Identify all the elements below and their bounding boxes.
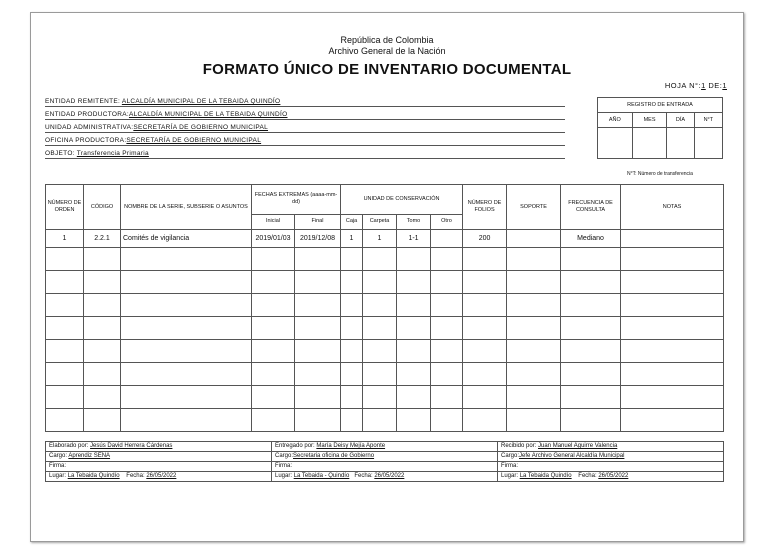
recibido-label: Recibido por:: [501, 443, 537, 449]
lugar-fecha-field-3[interactable]: [498, 472, 724, 482]
remitente-value: ALCALDÍA MUNICIPAL DE LA TEBAIDA QUINDÍO: [121, 98, 281, 105]
lugar-value: La Tebaida Quindío: [67, 473, 120, 479]
cell-caja[interactable]: 1: [341, 230, 363, 248]
registro-dia-cell[interactable]: [667, 128, 694, 159]
unidad-field[interactable]: [45, 123, 565, 133]
cell-tomo[interactable]: 1-1: [397, 230, 431, 248]
productora-label: ENTIDAD PRODUCTORA:: [45, 111, 129, 118]
unidad-value: SECRETARÍA DE GOBIERNO MUNICIPAL: [133, 124, 269, 131]
registro-col-ano: AÑO: [598, 113, 633, 128]
table-row[interactable]: [46, 317, 724, 340]
col-unidad: UNIDAD DE CONSERVACIÓN: [341, 185, 463, 215]
lugar-label: Lugar:: [275, 473, 293, 479]
objeto-value: Transferencia Primaria: [76, 150, 149, 157]
remitente-label: ENTIDAD REMITENTE:: [45, 98, 121, 105]
cell-carpeta[interactable]: 1: [363, 230, 397, 248]
registro-mes-cell[interactable]: [632, 128, 667, 159]
cargo-field-3[interactable]: [498, 452, 724, 462]
table-row[interactable]: [46, 363, 724, 386]
header-republic: República de Colombia: [340, 35, 434, 45]
cargo-value-2: Secretaria oficina de Gobierno: [293, 453, 375, 459]
col-final: Final: [295, 214, 341, 229]
header-archive: Archivo General de la Nación: [328, 46, 446, 56]
cell-orden[interactable]: 1: [46, 230, 84, 248]
inventory-table: [45, 184, 724, 432]
col-carpeta: Carpeta: [363, 214, 397, 229]
cargo-value-3: Jefe Archivo General Alcaldía Municipal: [519, 453, 625, 459]
table-row[interactable]: [46, 340, 724, 363]
registro-entrada: [597, 97, 723, 159]
oficina-value: SECRETARÍA DE GOBIERNO MUNICIPAL: [126, 137, 262, 144]
fecha-value: 26/05/2022: [374, 473, 405, 479]
cell-soporte[interactable]: [507, 230, 561, 248]
hoja-label: HOJA N°:: [664, 81, 702, 90]
table-row[interactable]: [46, 294, 724, 317]
col-otro: Otro: [431, 214, 463, 229]
productora-value: ALCALDÍA MUNICIPAL DE LA TEBAIDA QUINDÍO: [128, 111, 288, 118]
lugar-label: Lugar:: [49, 473, 67, 479]
col-frecuencia: FRECUENCIA DE CONSULTA: [561, 185, 621, 230]
cell-frecuencia[interactable]: Mediano: [561, 230, 621, 248]
registro-nt-cell[interactable]: [694, 128, 722, 159]
lugar-fecha-field-2[interactable]: [272, 472, 498, 482]
table-row[interactable]: [46, 230, 724, 248]
col-caja: Caja: [341, 214, 363, 229]
table-row[interactable]: [46, 409, 724, 432]
elaborado-value: Jesús David Herrera Cárdenas: [90, 443, 173, 449]
inventory-form-page: [30, 12, 744, 542]
cargo-value-1: Aprendiz SENA: [68, 453, 111, 459]
col-soporte: SOPORTE: [507, 185, 561, 230]
hoja-number[interactable]: 1: [701, 81, 706, 90]
fecha-value: 26/05/2022: [146, 473, 177, 479]
col-inicial: Inicial: [252, 214, 295, 229]
firma-field-1[interactable]: [46, 462, 272, 472]
entregado-label: Entregado por:: [275, 443, 315, 449]
fecha-label: Fecha:: [354, 473, 373, 479]
entregado-value: María Deisy Mejía Aponte: [316, 443, 386, 449]
firma-field-3[interactable]: [498, 462, 724, 472]
fecha-label: Fecha:: [126, 473, 145, 479]
registro-col-mes: MES: [632, 113, 667, 128]
cargo-label: Cargo:: [501, 453, 520, 459]
registro-note: N°T: Número de transferencia: [627, 171, 693, 177]
cell-final[interactable]: 2019/12/08: [295, 230, 341, 248]
col-numero-orden: NÚMERO DE ORDEN: [46, 185, 84, 230]
de-number[interactable]: 1: [722, 81, 727, 90]
table-row[interactable]: [46, 248, 724, 271]
cell-codigo[interactable]: 2.2.1: [84, 230, 121, 248]
firma-label: Firma:: [501, 463, 518, 469]
registro-col-dia: DÍA: [667, 113, 694, 128]
unidad-label: UNIDAD ADMINISTRATIVA:: [45, 124, 134, 131]
cell-folios[interactable]: 200: [463, 230, 507, 248]
cargo-label: Cargo:: [275, 453, 294, 459]
col-fechas: FECHAS EXTREMAS (aaaa-mm-dd): [252, 185, 341, 215]
cargo-label: Cargo:: [49, 453, 68, 459]
registro-title: REGISTRO DE ENTRADA: [598, 98, 723, 113]
firma-label: Firma:: [275, 463, 292, 469]
elaborado-field[interactable]: [46, 442, 272, 452]
col-tomo: Tomo: [397, 214, 431, 229]
cell-nombre[interactable]: Comités de vigilancia: [121, 230, 252, 248]
col-notas: NOTAS: [621, 185, 724, 230]
cell-notas[interactable]: [621, 230, 724, 248]
productora-field[interactable]: [45, 110, 565, 120]
remitente-field[interactable]: [45, 97, 565, 107]
col-folios: NÚMERO DE FOLIOS: [463, 185, 507, 230]
objeto-label: OBJETO:: [45, 150, 75, 157]
signature-table: [45, 441, 724, 482]
recibido-value: Juan Manuel Aguirre Valencia: [538, 443, 618, 449]
fecha-label: Fecha:: [578, 473, 597, 479]
sheet-number: [665, 81, 727, 90]
col-codigo: CÓDIGO: [84, 185, 121, 230]
col-nombre: NOMBRE DE LA SERIE, SUBSERIE O ASUNTOS: [121, 185, 252, 230]
oficina-label: OFICINA PRODUCTORA:: [45, 137, 127, 144]
lugar-label: Lugar:: [501, 473, 519, 479]
lugar-value: La Tebaida Quindío: [519, 473, 572, 479]
page-title: FORMATO ÚNICO DE INVENTARIO DOCUMENTAL: [202, 61, 572, 78]
firma-field-2[interactable]: [272, 462, 498, 472]
objeto-field[interactable]: [45, 149, 565, 159]
registro-ano-cell[interactable]: [598, 128, 633, 159]
oficina-field[interactable]: [45, 136, 565, 146]
table-row[interactable]: [46, 271, 724, 294]
table-row[interactable]: [46, 386, 724, 409]
cargo-field-2[interactable]: [272, 452, 498, 462]
elaborado-label: Elaborado por:: [49, 443, 89, 449]
lugar-value: La Tebaida - Quindío: [293, 473, 350, 479]
de-label: DE:: [705, 81, 723, 90]
cell-otro[interactable]: [431, 230, 463, 248]
cargo-field-1[interactable]: [46, 452, 272, 462]
fecha-value: 26/05/2022: [598, 473, 629, 479]
recibido-field[interactable]: [498, 442, 724, 452]
cell-inicial[interactable]: 2019/01/03: [252, 230, 295, 248]
registro-col-nt: N°T: [694, 113, 722, 128]
lugar-fecha-field-1[interactable]: [46, 472, 272, 482]
firma-label: Firma:: [49, 463, 66, 469]
entregado-field[interactable]: [272, 442, 498, 452]
